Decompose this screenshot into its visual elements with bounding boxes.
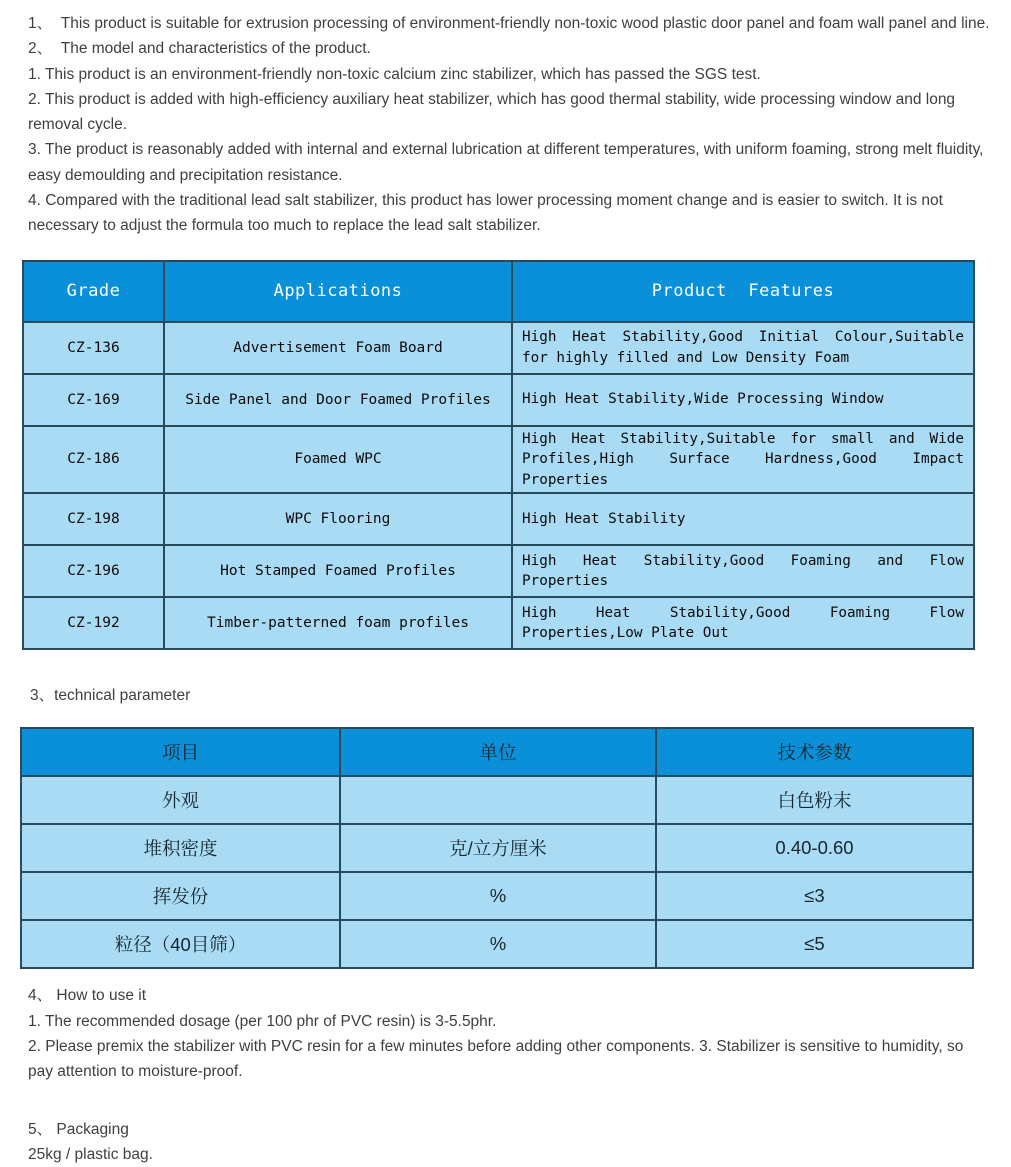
application-cell: Timber-patterned foam profiles — [164, 597, 512, 649]
tech-header-unit: 单位 — [340, 728, 656, 776]
application-cell: Advertisement Foam Board — [164, 322, 512, 374]
table-row — [21, 872, 973, 920]
tech-table-header-row — [21, 728, 973, 776]
technical-parameter-heading: 3、technical parameter — [30, 687, 191, 705]
application-cell: Hot Stamped Foamed Profiles — [164, 545, 512, 597]
item-cell: 外观 — [21, 776, 340, 824]
packaging-block — [28, 1117, 990, 1167]
intro-paragraph-3: 1. This product is an environment-friendly non-toxic calcium zinc stabilizer, which has passed the SGS test. — [28, 65, 761, 83]
table-row — [23, 426, 974, 494]
intro-paragraph-4: 2. This product is added with high-efficiency auxiliary heat stabilizer, which has good thermal stability, wide processing window and long removal cycle. — [28, 90, 960, 134]
table-row — [21, 776, 973, 824]
application-cell: Side Panel and Door Foamed Profiles — [164, 374, 512, 426]
features-cell: High Heat Stability,Good Foaming and Flow Properties — [512, 545, 974, 597]
item-cell: 堆积密度 — [21, 824, 340, 872]
table-row — [21, 824, 973, 872]
features-cell: High Heat Stability — [512, 493, 974, 545]
features-cell: High Heat Stability,Wide Processing Window — [512, 374, 974, 426]
unit-cell: % — [340, 920, 656, 968]
how-to-use-block — [28, 983, 990, 1084]
grade-cell: CZ-192 — [23, 597, 164, 649]
grade-cell: CZ-186 — [23, 426, 164, 494]
table-row — [23, 597, 974, 649]
table-row — [23, 493, 974, 545]
unit-cell: % — [340, 872, 656, 920]
grades-table — [22, 260, 975, 651]
table-row — [23, 374, 974, 426]
table-row — [21, 920, 973, 968]
how-to-use-line-2: 2. Please premix the stabilizer with PVC resin for a few minutes before adding other components. 3. Stabilizer is sensitive to humidity, so pay attention to moisture-proof. — [28, 1038, 968, 1081]
value-cell: ≤5 — [656, 920, 973, 968]
grade-cell: CZ-136 — [23, 322, 164, 374]
item-cell: 挥发份 — [21, 872, 340, 920]
item-cell: 粒径（40目筛） — [21, 920, 340, 968]
application-cell: Foamed WPC — [164, 426, 512, 494]
grades-header-features: Product Features — [512, 261, 974, 322]
packaging-line-1: 25kg / plastic bag. — [28, 1145, 153, 1163]
how-to-use-heading: 4、 How to use it — [28, 987, 147, 1005]
how-to-use-line-1: 1. The recommended dosage (per 100 phr of PVC resin) is 3-5.5phr. — [28, 1012, 497, 1030]
packaging-heading: 5、 Packaging — [28, 1120, 129, 1138]
intro-text-block — [28, 11, 990, 239]
intro-paragraph-2: 2、 The model and characteristics of the product. — [28, 40, 371, 58]
grade-cell: CZ-196 — [23, 545, 164, 597]
grade-cell: CZ-198 — [23, 493, 164, 545]
features-cell: High Heat Stability,Suitable for small and Wide Profiles,High Surface Hardness,Good Impact Properties — [512, 426, 974, 494]
table-row — [23, 322, 974, 374]
technical-parameter-table — [20, 727, 974, 969]
tech-header-item: 项目 — [21, 728, 340, 776]
application-cell: WPC Flooring — [164, 493, 512, 545]
grades-header-applications: Applications — [164, 261, 512, 322]
intro-paragraph-6: 4. Compared with the traditional lead salt stabilizer, this product has lower processing moment change and is easier to switch. It is not necessary to adjust the formula too much to replace the lead salt stabilizer. — [28, 192, 948, 235]
value-cell: 白色粉末 — [656, 776, 973, 824]
grades-header-grade: Grade — [23, 261, 164, 322]
intro-paragraph-1: 1、 This product is suitable for extrusion processing of environment-friendly non-toxic wood plastic door panel and foam wall panel and line. — [28, 15, 990, 32]
unit-cell: 克/立方厘米 — [340, 824, 656, 872]
tech-header-value: 技术参数 — [656, 728, 973, 776]
features-cell: High Heat Stability,Good Initial Colour,Suitable for highly filled and Low Density Foam — [512, 322, 974, 374]
value-cell: 0.40-0.60 — [656, 824, 973, 872]
grade-cell: CZ-169 — [23, 374, 164, 426]
table-row — [23, 545, 974, 597]
features-cell: High Heat Stability,Good Foaming Flow Properties,Low Plate Out — [512, 597, 974, 649]
grades-table-header-row — [23, 261, 974, 322]
unit-cell — [340, 776, 656, 824]
value-cell: ≤3 — [656, 872, 973, 920]
intro-paragraph-5: 3. The product is reasonably added with internal and external lubrication at different temperatures, with uniform foaming, strong melt fluidity, easy demoulding and precipitation resistance. — [28, 141, 988, 184]
